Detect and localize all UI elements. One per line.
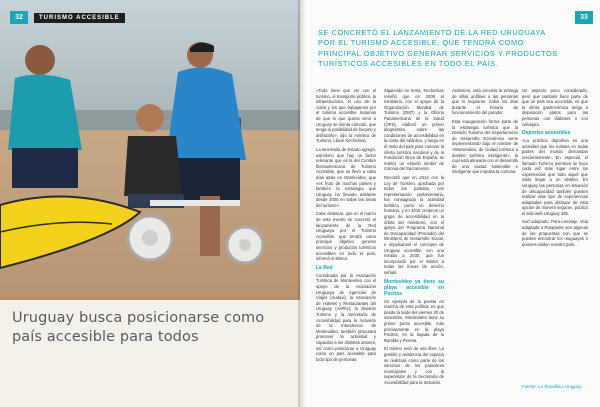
text-column-1: [316, 88, 376, 365]
page-number-left: 32: [10, 11, 28, 24]
paragraph: Un aspecto poco considerado, pero que también hace parte de que un país sea accesible, es que la oferta gastronómica tenga a disposición platos para las personas con diabetes o con celiaquía.: [522, 88, 588, 127]
article-lead: SE CONCRETÓ EL LANZAMIENTO DE LA RED URUGUAYA POR EL TURISMO ACCESIBLE, QUE TENDRÁ COMO PRINCIPAL OBJETIVO GENERAR SERVICIOS Y PRODUCTOS TURÍSTICOS ACCESIBLES EN TODO EL PAÍS.: [318, 28, 558, 69]
text-column-3: [452, 88, 518, 178]
section-tag: TURISMO ACCESIBLE: [34, 13, 125, 23]
text-column-4: [522, 88, 588, 250]
article-headline: Uruguay busca posicionarse como país accesible para todos: [12, 310, 265, 345]
beach-photo: [0, 0, 300, 300]
paragraph: Surf adaptado, Para-canotaje, Vela adaptada o Parapente son algunas de las propuestas con que se pueden encontrar los uruguayos o quienes visiten nuestro país.: [522, 219, 588, 247]
paragraph: La secretaria de Estado agregó, asimismo que hay un factor relevante que es la del Cumbre Iberoamericana de Turismo Accesible, que se llevó a cabo días atrás en Montevideo, que «es fruto de muchos países y también la estrategia que Uruguay ha llevado adelante desde 2005 en todas las áreas del turismo».: [316, 146, 376, 208]
paragraph: Esta inauguración forma parte de la estrategia turística que la División Turismo del Departamento de Desarrollo Económico viene implementando bajo el nombre de «Montevideo, de ciudad turística a destino turístico inteligente», la cual está alineada con el desarrollo de una ciudad sostenible e inteligente que impulsa la comuna.: [452, 118, 518, 175]
paragraph: «La práctica deportiva es una actividad que los turistas en todas partes del mundo demandan crecientemente. En especial, el llamado Turismo aventura se hace cada vez más lugar entre los experiencias que todo aquel que visite llegar a un destino. En Uruguay las personas en situación de discapacidad también pueden realizar este tipo de experiencias adaptadas para disfrutar de esta opción de manera segura», publicó el sitio web Uruguay 365.: [522, 138, 588, 216]
paragraph: Asimismo, está previsto la entrega de sillas anfibias a las personas que lo requieran, todos los días durante el horario de funcionamiento del parador.: [452, 88, 518, 116]
source-credit: Fuente: La República Uruguay: [522, 384, 582, 389]
subheading: Deportes accesibles: [522, 130, 571, 137]
adaptive-surf-illustration: [0, 0, 300, 300]
paragraph: Un ejemplo de la puesta en marcha de esta política, es que desde la tarde del viernes 20 de setiembre, Montevideo tiene su primer punto accesible, más precisamente en la playa Pocitos, en la bajada de la Rambla y Pereira.: [384, 298, 444, 343]
text-column-2: [384, 88, 444, 389]
paragraph: Coordinada por la Asociación Turística de Montevideo con el apoyo de la Asociación Uruguaya de Agencias de Viajes (Audavi), la Asociación de Hoteles y Restaurantes del Uruguay (AHRU), la División Turismo y la Secretaría de Accesibilidad para la Inclusión de la Intendencia de Montevideo, también procurará promover la actividad y capacitar a los distintos actores, así como posicionar a Uruguay como un país accesible para todo tipo de personas.: [316, 272, 376, 362]
paragraph: El mismo será de uso libre. La gestión y asistencia del espacio se realizará como parte de los servicios de los paradores municipales y con la supervisión de la Secretaría de Accesibilidad para la Inclusión.: [384, 346, 444, 385]
paragraph: «Todo tiene que ver con el turismo, el transporte público, la infraestructura, el uso de la costa y los que trabajamos por el turismo accesible tratamos de que lo que quiera venir a Uruguay se sienta cómodo, que tenga la posibilidad de hacerlo y disfrutarlo», dijo la ministra de Turismo, Liliam Kechichian.: [316, 88, 376, 144]
gutter-shadow: [298, 0, 306, 407]
paragraph: Siguiendo en tema, Kechichian reseñó que en 2008 el ministerio, con el apoyo de la Organización Mundial de Turismo (OMT) y la Oficina Panamericana de la Salud (OPS), elaboró un primer diagnóstico sobre las condiciones de accesibilidad en la costa del Atlántico, y luego en el resto del país para conocer la oferta turística nacional y de la Fundación Once de España, se realizó un estudio similar de Colonia del Sacramento.: [384, 88, 444, 172]
paragraph: Cabe destacar, que en el marco de este evento se concretó el lanzamiento de la Red Uruguaya por el Turismo Accesible, que tendrá como principal objetivo generar servicios y productos turísticos accesibles en todo el país, informó el Mintur.: [316, 211, 376, 262]
subheading: La Red: [316, 264, 333, 271]
paragraph: Recordó que en 2014 con la Ley de Turismo, aprobada por todos los partidos, con representación parlamentaria, fue consagrada la actividad turística como un derecho humano, y en 2015 creamos un grupo de accesibilidad en la órbita del ministerio, con el apoyo del Programa Nacional de Discapacidad (Pronadis) del Ministerio de Desarrollo Social, e impulsamos el concepto de Uruguay accesible con una mirada a 2030, que fue incorporado por el Mintur a todas las líneas de acción, señaló.: [384, 174, 444, 275]
page-number-right: 33: [575, 11, 593, 24]
subheading: Montevideo ya tiene su playa accesible en Pocitos: [384, 278, 444, 297]
